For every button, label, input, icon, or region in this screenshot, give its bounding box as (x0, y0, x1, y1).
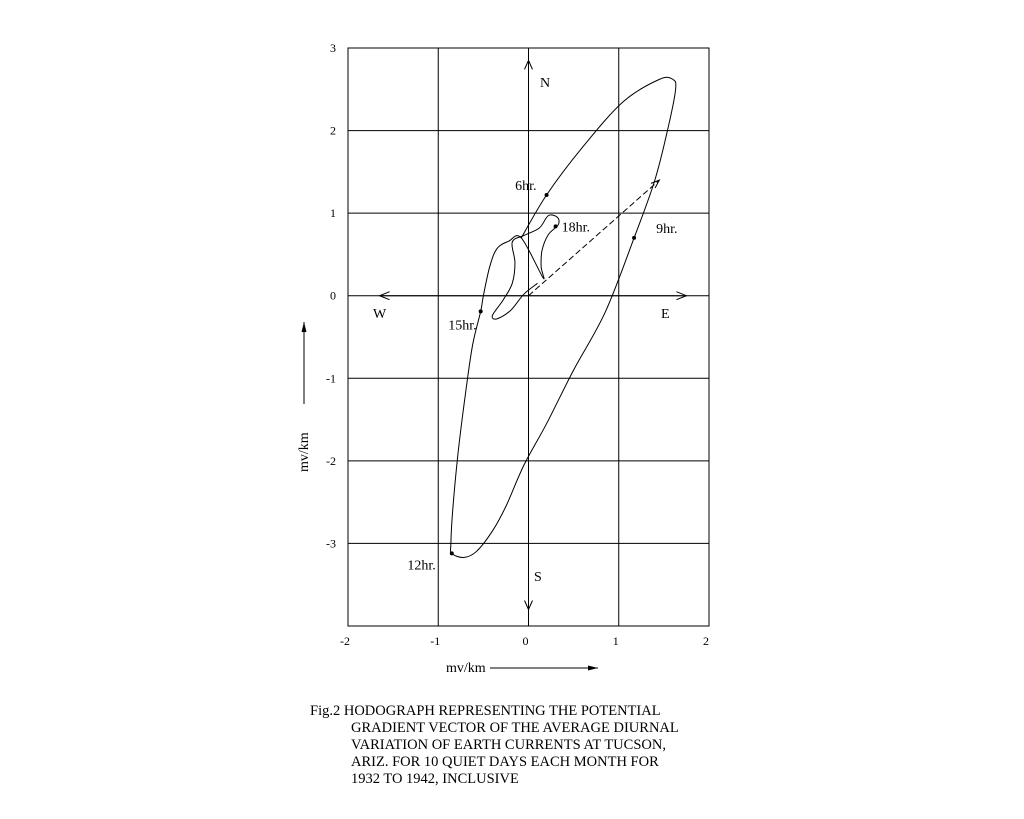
hour-label: 18hr. (561, 220, 590, 236)
hour-point (545, 193, 549, 197)
hour-point (632, 236, 636, 240)
x-tick-label: 1 (612, 634, 619, 648)
tick-labels (326, 41, 709, 648)
north-label: N (540, 76, 551, 91)
y-tick-label: -1 (326, 371, 336, 386)
y-tick-label: -3 (326, 536, 336, 551)
caption-line: ARIZ. FOR 10 QUIET DAYS EACH MONTH FOR (351, 754, 659, 770)
hour-label: 12hr. (407, 558, 436, 574)
y-axis-label: mv/km (297, 432, 312, 472)
hour-label: 9hr. (656, 221, 678, 237)
y-tick-label: 3 (330, 41, 336, 55)
hour-label: 6hr. (515, 178, 537, 194)
dashed-vector-line (529, 180, 660, 296)
x-tick-label: 0 (522, 634, 529, 648)
west-label: W (373, 307, 387, 322)
caption-line: VARIATION OF EARTH CURRENTS AT TUCSON, (351, 737, 666, 753)
hour-point (554, 224, 558, 228)
x-tick-label: 2 (703, 634, 709, 648)
x-axis-label: mv/km (446, 661, 486, 676)
x-tick-label: -1 (430, 634, 441, 648)
caption-line: 1932 TO 1942, INCLUSIVE (351, 771, 519, 787)
compass-arrows (380, 60, 687, 609)
hour-point (479, 309, 483, 313)
hodograph-line (450, 77, 678, 557)
y-tick-label: 0 (330, 288, 336, 303)
caption-line: Fig.2 HODOGRAPH REPRESENTING THE POTENTIAL (310, 703, 661, 719)
y-tick-label: 1 (330, 206, 336, 221)
hour-point (450, 551, 454, 555)
south-label: S (534, 570, 542, 585)
hodograph-curve (450, 77, 678, 557)
caption-line: GRADIENT VECTOR OF THE AVERAGE DIURNAL (351, 720, 679, 736)
east-label: E (661, 307, 670, 322)
hour-label: 15hr. (448, 318, 477, 334)
y-axis-arrow-head (302, 322, 307, 332)
figure-caption (310, 703, 770, 788)
y-tick-label: -2 (326, 453, 336, 468)
x-axis-arrow-head (588, 666, 598, 671)
x-tick-label: -2 (340, 634, 350, 648)
hour-marks (407, 179, 677, 573)
y-tick-label: 2 (330, 123, 336, 138)
